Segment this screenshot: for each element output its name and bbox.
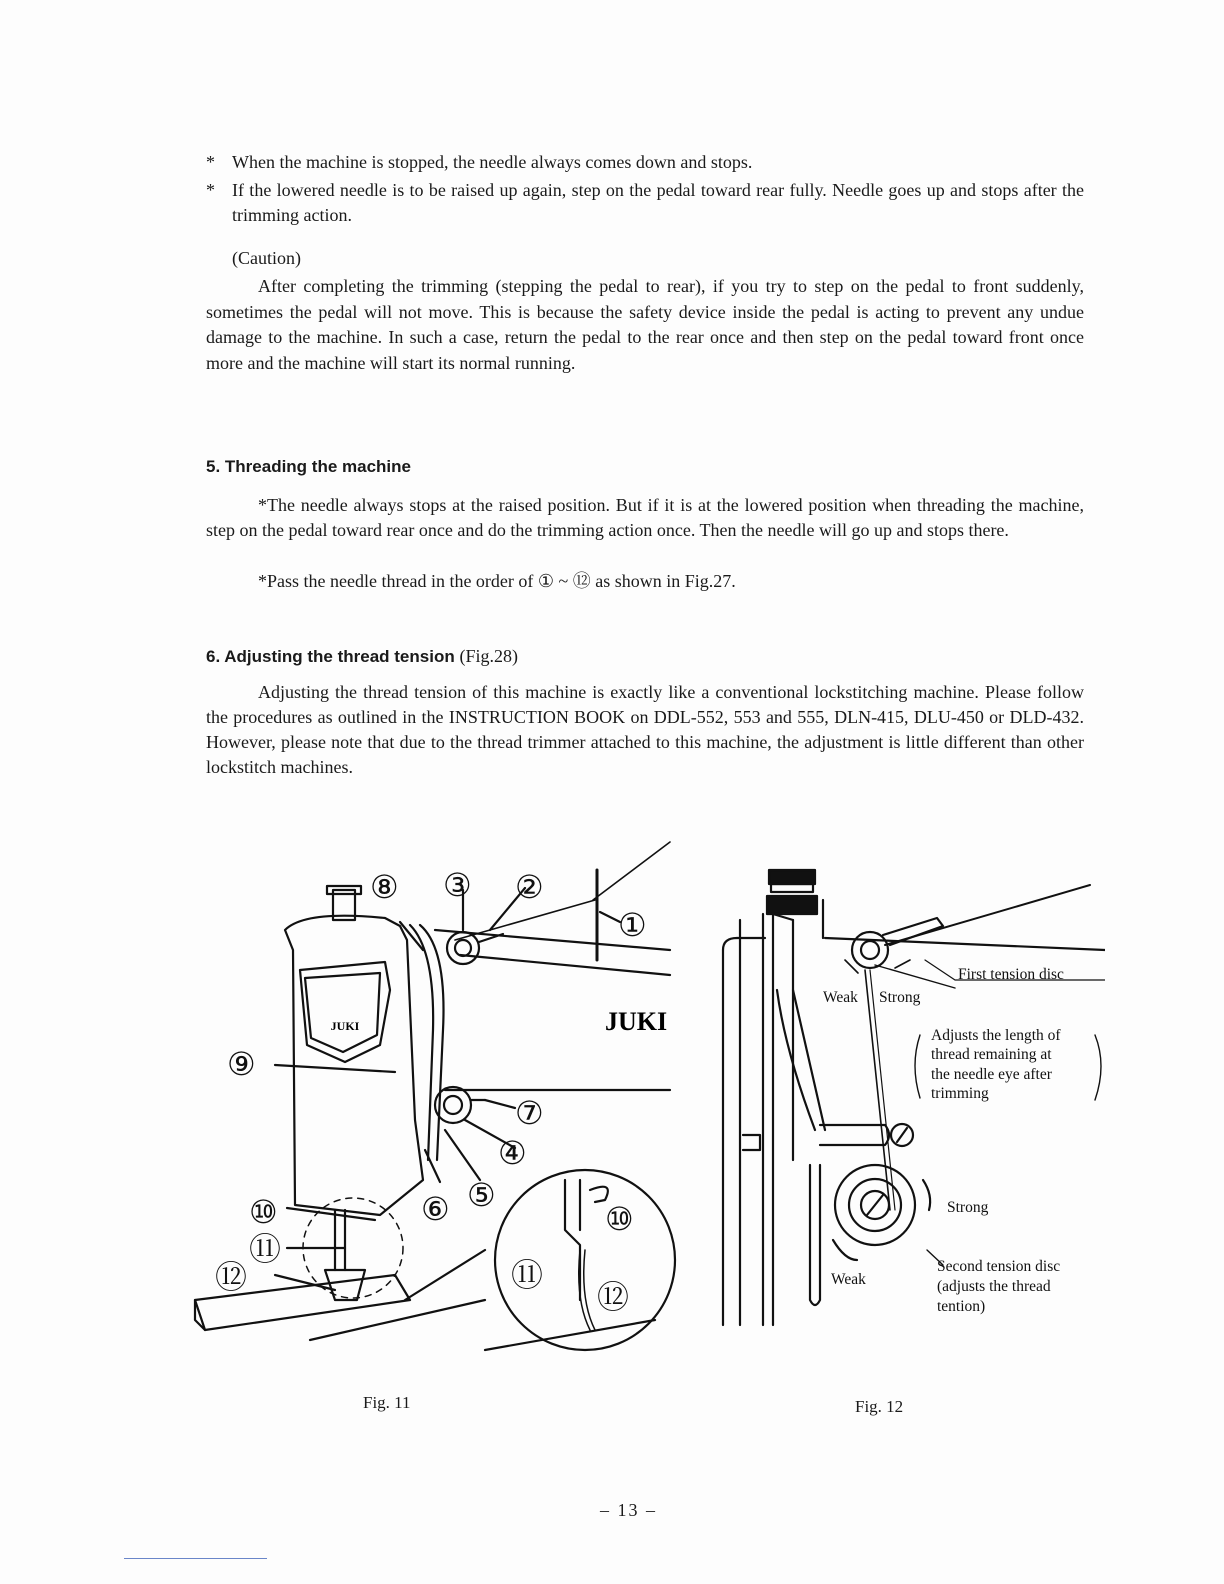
callout-5: ⑤ [467,1177,496,1213]
section-6-heading [206,646,518,667]
page-number: – 13 – [600,1500,657,1520]
callout-2: ② [515,869,544,905]
section-6-figure-ref: (Fig.28) [459,646,518,666]
fig12-second-disc-line-3: tention) [937,1298,986,1315]
fig11-badge: JUKI [330,1019,360,1033]
fig12-strong-label-1: Strong [879,989,921,1006]
fig12-illustration [715,860,1105,1340]
bullet-text: If the lowered needle is to be raised up again, step on the pedal toward rear fully. Needle goes up and stops after the trimming action. [232,180,1084,225]
fig12-second-disc-line-1: Second tension disc [937,1258,1061,1275]
fig12-adjust-line-3: the needle eye after [931,1066,1052,1083]
fig12-strong-label-2: Strong [947,1199,989,1216]
bullet-text: When the machine is stopped, the needle always comes down and stops. [232,152,753,172]
callout-10-zoom: ⑩ [605,1201,634,1237]
caution-label: (Caution) [232,248,301,268]
callout-12-zoom: ⑫ [597,1279,630,1315]
fig12-adjust-line-1: Adjusts the length of [931,1027,1061,1044]
callout-11: ⑪ [249,1231,282,1267]
caution-text: After completing the trimming (stepping the pedal to rear), if you try to step on the pedal to front suddenly, sometimes the pedal will not move. This is because the safety device inside the pedal is acting to prevent any undue damage to the machine. In such a case, return the pedal to the rear once and then step on the pedal toward front once more and the machine will start its normal running. [206,276,1084,373]
footer-divider [124,1558,267,1559]
callout-7: ⑦ [515,1095,544,1131]
fig12-adjust-line-4: trimming [931,1085,989,1102]
section-5-heading: 5. Threading the machine [206,457,411,476]
callout-8: ⑧ [370,869,399,905]
callout-4: ④ [498,1135,527,1171]
fig12-caption: Fig. 12 [855,1397,904,1416]
section-6-title: 6. Adjusting the thread tension [206,647,455,666]
bullet-raise-needle [206,178,1084,228]
fig11-brand: JUKI [605,1007,668,1036]
section-5-para-2: *Pass the needle thread in the order of ① ~ ⑫ as shown in Fig.27. [258,571,736,591]
fig12-weak-label-1: Weak [823,989,858,1006]
callout-1: ① [618,907,647,943]
bullet-needle-stop [206,150,1084,175]
callout-6: ⑥ [421,1191,450,1227]
bullet-mark: * [206,180,215,200]
callout-10: ⑩ [249,1194,278,1230]
fig12-adjust-line-2: thread remaining at [931,1046,1052,1063]
fig11-caption: Fig. 11 [363,1393,411,1412]
callout-9: ⑨ [227,1046,256,1082]
section-6-para: Adjusting the thread tension of this machine is exactly like a conventional lockstitching machine. Please follow the procedures as outlined in the INSTRUCTION BOOK on DDL-552, 553 and 555, DLN-415, DLU-450 or DLD-432. However, please note that due to the thread trimmer attached to this machine, the adjustment is little different than other lockstitch machines. [206,682,1084,777]
callout-3: ③ [443,867,472,903]
fig11-illustration [185,830,685,1360]
fig12-second-disc-line-2: (adjusts the thread [937,1278,1051,1295]
bullet-mark: * [206,152,215,172]
section-5-para-1: *The needle always stops at the raised position. But if it is at the lowered position when threading the machine, step on the pedal toward rear once and do the trimming action once. Then the needle will go up and stops there. [206,495,1084,540]
fig12-first-disc-label: First tension disc [958,966,1064,983]
fig12-weak-label-2: Weak [831,1271,866,1288]
callout-11-zoom: ⑪ [511,1257,544,1293]
callout-12: ⑫ [215,1259,248,1295]
